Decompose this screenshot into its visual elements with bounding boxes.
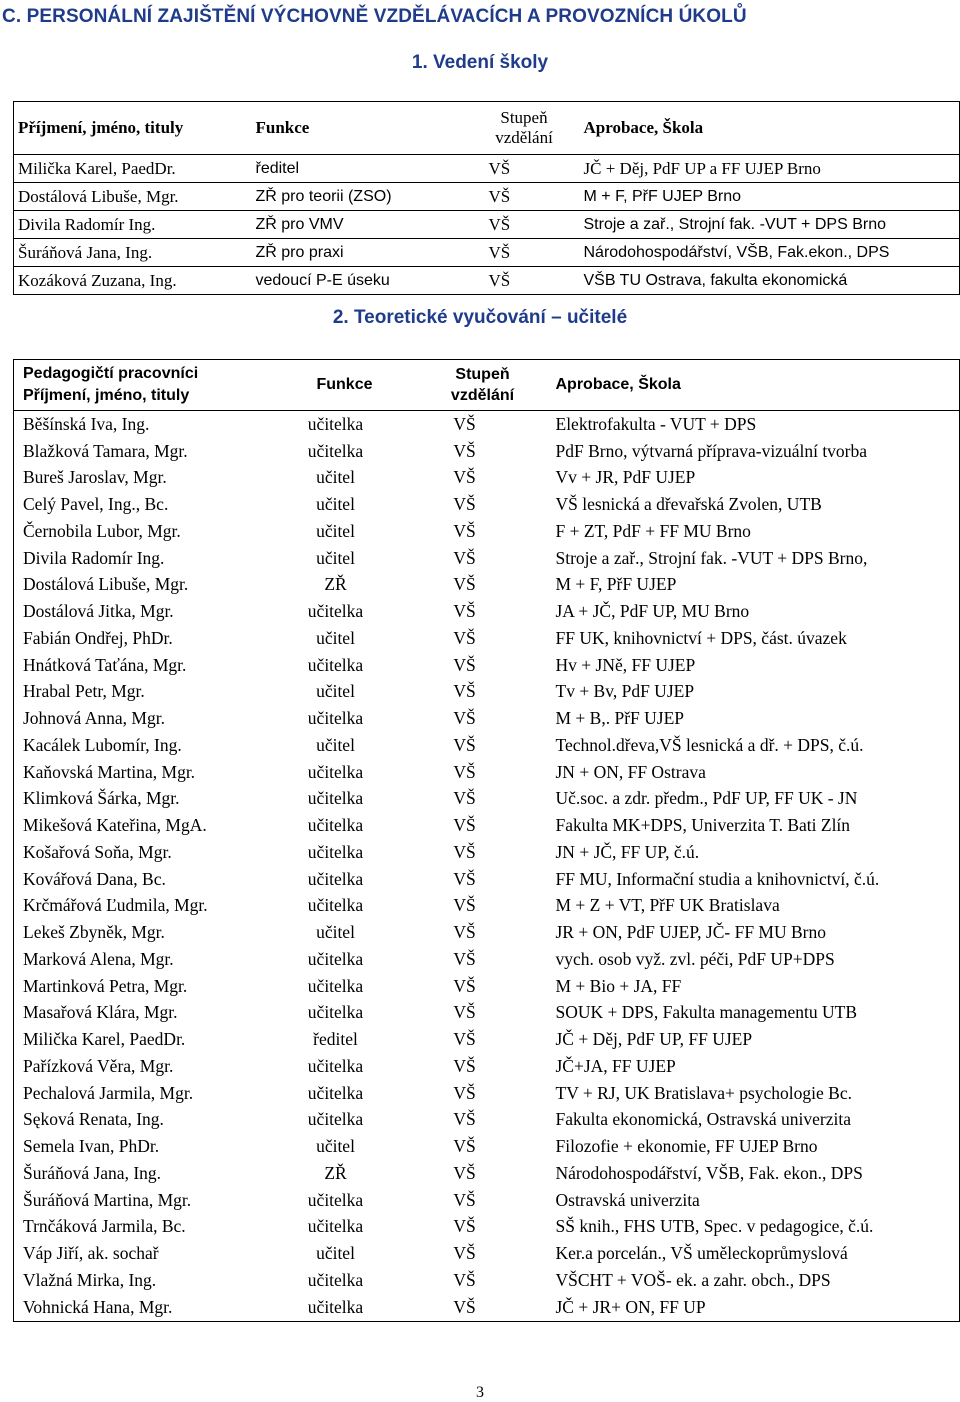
cell-function: učitelka xyxy=(307,841,364,862)
table-row xyxy=(14,411,960,438)
cell-education: VŠ xyxy=(453,601,476,622)
table-row xyxy=(14,705,960,732)
cell-name: Kovářová Dana, Bc. xyxy=(23,868,166,889)
cell-name: Dostálová Jitka, Mgr. xyxy=(23,601,174,622)
cell-function: učitelka xyxy=(307,413,364,434)
table-row xyxy=(14,1267,960,1294)
cell-function: učitelka xyxy=(307,654,364,675)
cell-name: Lekeš Zbyněk, Mgr. xyxy=(23,922,165,943)
table-row xyxy=(14,732,960,759)
table-row xyxy=(14,759,960,786)
cell-education: VŠ xyxy=(453,547,476,568)
cell-function: učitelka xyxy=(307,1189,364,1210)
cell-function: učitel xyxy=(316,681,355,702)
table-row xyxy=(14,183,960,211)
cell-qualification: Filozofie + ekonomie, FF UJEP Brno xyxy=(555,1136,818,1157)
cell-name: Fabián Ondřej, PhDr. xyxy=(23,627,173,648)
cell-education: VŠ xyxy=(453,815,476,836)
table-row xyxy=(14,1053,960,1080)
cell-function: učitelka xyxy=(307,1269,364,1290)
cell-education: VŠ xyxy=(453,494,476,515)
table-row xyxy=(14,518,960,545)
header-education xyxy=(418,360,548,411)
cell-qualification: Hv + JNě, FF UJEP xyxy=(555,654,696,675)
cell-name: Vlažná Mirka, Ing. xyxy=(23,1269,157,1290)
cell-qualification: JČ + Děj, PdF UP, FF UJEP xyxy=(555,1029,753,1050)
cell-education: VŠ xyxy=(453,654,476,675)
cell-function: ZŘ xyxy=(324,1162,347,1183)
cell-name: Masařová Klára, Mgr. xyxy=(23,1002,178,1023)
cell-function: učitelka xyxy=(307,868,364,889)
cell-qualification: Stroje a zař., Strojní fak. -VUT + DPS Brno xyxy=(580,211,960,239)
cell-name: Klimková Šárka, Mgr. xyxy=(23,788,180,809)
cell-name: Šuráňová Jana, Ing. xyxy=(14,239,252,267)
cell-function: učitelka xyxy=(307,761,364,782)
cell-name: Semela Ivan, PhDr. xyxy=(23,1136,160,1157)
cell-function: učitelka xyxy=(307,708,364,729)
table-row xyxy=(14,1026,960,1053)
cell-education: VŠ xyxy=(453,440,476,461)
cell-name: Krčmářová Ľudmila, Mgr. xyxy=(23,895,208,916)
cell-qualification: VŠCHT + VOŠ- ek. a zahr. obch., DPS xyxy=(555,1269,831,1290)
table-row xyxy=(14,625,960,652)
header-qualification: Aprobace, Škola xyxy=(583,118,704,137)
cell-name: Bureš Jaroslav, Mgr. xyxy=(23,467,167,488)
cell-function: učitelka xyxy=(307,1055,364,1076)
cell-qualification: Ostravská univerzita xyxy=(555,1189,700,1210)
cell-function: učitelka xyxy=(307,440,364,461)
cell-qualification: FF UK, knihovnictví + DPS, část. úvazek xyxy=(555,627,847,648)
table-row xyxy=(14,839,960,866)
cell-education: VŠ xyxy=(453,1055,476,1076)
cell-education: VŠ xyxy=(453,1162,476,1183)
table-row xyxy=(14,679,960,706)
header-education-line1: Stupeň xyxy=(500,108,548,127)
cell-education: VŠ xyxy=(453,413,476,434)
cell-function: vedoucí P-E úseku xyxy=(252,267,469,295)
cell-education: VŠ xyxy=(469,155,580,183)
cell-function: učitelka xyxy=(307,1109,364,1130)
cell-education: VŠ xyxy=(453,1136,476,1157)
cell-education: VŠ xyxy=(453,734,476,755)
cell-qualification: Národohospodářství, VŠB, Fak.ekon., DPS xyxy=(580,239,960,267)
table-row xyxy=(14,1187,960,1214)
header-staff-line1: Pedagogičtí pracovníci xyxy=(23,365,199,382)
table-row xyxy=(14,1294,960,1321)
cell-education: VŠ xyxy=(453,708,476,729)
table-row xyxy=(14,893,960,920)
cell-name: Marková Alena, Mgr. xyxy=(23,948,174,969)
cell-name: Johnová Anna, Mgr. xyxy=(23,708,165,729)
cell-qualification: Fakulta MK+DPS, Univerzita T. Bati Zlín xyxy=(555,815,851,836)
cell-name: Šuráňová Jana, Ing. xyxy=(23,1162,162,1183)
cell-function: učitelka xyxy=(307,975,364,996)
cell-function: učitel xyxy=(316,1136,355,1157)
cell-qualification: Fakulta ekonomická, Ostravská univerzita xyxy=(555,1109,851,1130)
header-education-line2: vzdělání xyxy=(450,387,515,404)
cell-education: VŠ xyxy=(469,239,580,267)
cell-function: učitel xyxy=(316,922,355,943)
cell-qualification: M + F, PřF UJEP Brno xyxy=(580,183,960,211)
cell-name: Dostálová Libuše, Mgr. xyxy=(23,574,189,595)
cell-name: Hrabal Petr, Mgr. xyxy=(23,681,145,702)
cell-name: Milička Karel, PaedDr. xyxy=(14,155,252,183)
table-row xyxy=(14,946,960,973)
cell-education: VŠ xyxy=(453,1296,476,1317)
cell-function: ZŘ xyxy=(324,574,347,595)
cell-qualification: SOUK + DPS, Fakulta managementu UTB xyxy=(555,1002,858,1023)
cell-qualification: JN + ON, FF Ostrava xyxy=(555,761,706,782)
cell-qualification: Vv + JR, PdF UJEP xyxy=(555,467,696,488)
cell-function: učitelka xyxy=(307,788,364,809)
header-staff xyxy=(14,360,276,411)
header-qualification: Aprobace, Škola xyxy=(548,360,960,411)
cell-education: VŠ xyxy=(453,681,476,702)
cell-name: Váp Jiří, ak. sochař xyxy=(23,1243,159,1264)
cell-function: učitelka xyxy=(307,1296,364,1317)
cell-education: VŠ xyxy=(453,1189,476,1210)
cell-qualification: Uč.soc. a zdr. předm., PdF UP, FF UK - JN xyxy=(555,788,858,809)
cell-name: Milička Karel, PaedDr. xyxy=(23,1029,186,1050)
table-row xyxy=(14,1240,960,1267)
cell-name: Mikešová Kateřina, MgA. xyxy=(23,815,207,836)
cell-name: Kaňovská Martina, Mgr. xyxy=(23,761,196,782)
cell-name: Dostálová Libuše, Mgr. xyxy=(14,183,252,211)
table-row xyxy=(14,866,960,893)
cell-name: Sęková Renata, Ing. xyxy=(23,1109,164,1130)
cell-qualification: JČ+JA, FF UJEP xyxy=(555,1055,676,1076)
cell-function: učitel xyxy=(316,547,355,568)
cell-function: ředitel xyxy=(252,155,469,183)
table-row xyxy=(14,812,960,839)
cell-education: VŠ xyxy=(453,975,476,996)
cell-name: Celý Pavel, Ing., Bc. xyxy=(23,494,169,515)
header-function: Funkce xyxy=(255,118,310,137)
cell-qualification: M + F, PřF UJEP xyxy=(555,574,677,595)
cell-name: Běšínská Iva, Ing. xyxy=(23,413,150,434)
table-row xyxy=(14,1214,960,1241)
cell-education: VŠ xyxy=(469,267,580,295)
cell-qualification: TV + RJ, UK Bratislava+ psychologie Bc. xyxy=(555,1082,852,1103)
cell-qualification: Stroje a zař., Strojní fak. -VUT + DPS Brno, xyxy=(555,547,868,568)
cell-qualification: PdF Brno, výtvarná příprava-vizuální tvorba xyxy=(555,440,868,461)
table-row xyxy=(14,652,960,679)
cell-qualification: Národohospodářství, VŠB, Fak. ekon., DPS xyxy=(555,1162,863,1183)
cell-education: VŠ xyxy=(453,574,476,595)
cell-function: učitel xyxy=(316,627,355,648)
cell-qualification: Tv + Bv, PdF UJEP xyxy=(555,681,695,702)
table-row xyxy=(14,1080,960,1107)
cell-education: VŠ xyxy=(453,520,476,541)
table-row xyxy=(14,155,960,183)
cell-function: učitelka xyxy=(307,1002,364,1023)
cell-name: Martinková Petra, Mgr. xyxy=(23,975,188,996)
cell-qualification: FF MU, Informační studia a knihovnictví, č.ú. xyxy=(555,868,880,889)
cell-function: učitelka xyxy=(307,1216,364,1237)
cell-education: VŠ xyxy=(469,211,580,239)
cell-education: VŠ xyxy=(453,948,476,969)
cell-qualification: Technol.dřeva,VŠ lesnická a dř. + DPS, č.ú. xyxy=(555,734,864,755)
header-function: Funkce xyxy=(276,360,418,411)
table-header-row xyxy=(14,102,960,155)
cell-qualification: JN + JČ, FF UP, č.ú. xyxy=(555,841,700,862)
cell-education: VŠ xyxy=(453,627,476,648)
cell-qualification: SŠ knih., FHS UTB, Spec. v pedagogice, č.ú. xyxy=(555,1216,874,1237)
cell-qualification: M + Bio + JA, FF xyxy=(555,975,682,996)
cell-name: Kozáková Zuzana, Ing. xyxy=(14,267,252,295)
cell-qualification: Ker.a porcelán., VŠ uměleckoprůmyslová xyxy=(555,1243,848,1264)
cell-qualification: VŠ lesnická a dřevařská Zvolen, UTB xyxy=(555,494,822,515)
cell-function: učitel xyxy=(316,1243,355,1264)
teachers-table xyxy=(13,359,960,1322)
table-row xyxy=(14,211,960,239)
cell-education: VŠ xyxy=(453,868,476,889)
cell-name: Blažková Tamara, Mgr. xyxy=(23,440,188,461)
cell-function: učitel xyxy=(316,520,355,541)
cell-name: Košařová Soňa, Mgr. xyxy=(23,841,172,862)
cell-function: učitelka xyxy=(307,895,364,916)
cell-name: Černobila Lubor, Mgr. xyxy=(23,520,181,541)
cell-education: VŠ xyxy=(469,183,580,211)
table-row xyxy=(14,438,960,465)
cell-function: ZŘ pro praxi xyxy=(252,239,469,267)
cell-qualification: JČ + JR+ ON, FF UP xyxy=(555,1296,706,1317)
table-row xyxy=(14,598,960,625)
table-row xyxy=(14,545,960,572)
cell-education: VŠ xyxy=(453,1216,476,1237)
table-row xyxy=(14,1000,960,1027)
cell-name: Hnátková Taťána, Mgr. xyxy=(23,654,187,675)
cell-qualification: JČ + Děj, PdF UP a FF UJEP Brno xyxy=(580,155,960,183)
cell-function: ZŘ pro VMV xyxy=(252,211,469,239)
cell-education: VŠ xyxy=(453,467,476,488)
cell-qualification: JA + JČ, PdF UP, MU Brno xyxy=(555,601,750,622)
header-education-line1: Stupeň xyxy=(455,366,510,383)
cell-education: VŠ xyxy=(453,841,476,862)
table-row xyxy=(14,239,960,267)
cell-qualification: VŠB TU Ostrava, fakulta ekonomická xyxy=(580,267,960,295)
cell-function: učitel xyxy=(316,734,355,755)
header-education xyxy=(469,102,580,155)
cell-name: Pařízková Věra, Mgr. xyxy=(23,1055,174,1076)
cell-education: VŠ xyxy=(453,1269,476,1290)
cell-function: učitelka xyxy=(307,1082,364,1103)
management-table xyxy=(13,101,960,295)
cell-name: Divila Radomír Ing. xyxy=(23,547,165,568)
cell-function: učitel xyxy=(316,467,355,488)
table-row xyxy=(14,1107,960,1134)
cell-function: učitelka xyxy=(307,815,364,836)
cell-name: Pechalová Jarmila, Mgr. xyxy=(23,1082,194,1103)
cell-qualification: M + Z + VT, PřF UK Bratislava xyxy=(555,895,780,916)
table-row xyxy=(14,572,960,599)
page-heading: C. PERSONÁLNÍ ZAJIŠTĚNÍ VÝCHOVNĚ VZDĚLÁVACÍCH A PROVOZNÍCH ÚKOLŮ xyxy=(2,6,747,27)
header-name: Příjmení, jméno, tituly xyxy=(18,118,184,137)
table-row xyxy=(14,1133,960,1160)
table-row xyxy=(14,786,960,813)
cell-qualification: vych. osob vyž. zvl. péči, PdF UP+DPS xyxy=(555,948,835,969)
cell-qualification: F + ZT, PdF + FF MU Brno xyxy=(555,520,751,541)
table-row xyxy=(14,973,960,1000)
cell-function: učitelka xyxy=(307,948,364,969)
cell-education: VŠ xyxy=(453,1029,476,1050)
cell-education: VŠ xyxy=(453,761,476,782)
table-header-row xyxy=(14,360,960,411)
cell-name: Šuráňová Martina, Mgr. xyxy=(23,1189,192,1210)
header-staff-line2: Příjmení, jméno, tituly xyxy=(23,387,190,404)
section-title-vedeni-skoly: 1. Vedení školy xyxy=(411,52,549,73)
cell-education: VŠ xyxy=(453,895,476,916)
cell-education: VŠ xyxy=(453,1243,476,1264)
cell-name: Vohnická Hana, Mgr. xyxy=(23,1296,173,1317)
cell-education: VŠ xyxy=(453,922,476,943)
cell-education: VŠ xyxy=(453,1082,476,1103)
cell-education: VŠ xyxy=(453,1109,476,1130)
cell-education: VŠ xyxy=(453,1002,476,1023)
section-title-teoreticke-vyucovani: 2. Teoretické vyučování – učitelé xyxy=(332,307,628,328)
cell-name: Divila Radomír Ing. xyxy=(14,211,252,239)
cell-function: ředitel xyxy=(313,1029,358,1050)
table-row xyxy=(14,491,960,518)
table-row xyxy=(14,267,960,295)
cell-name: Trnčáková Jarmila, Bc. xyxy=(23,1216,186,1237)
cell-function: ZŘ pro teorii (ZSO) xyxy=(252,183,469,211)
cell-function: učitel xyxy=(316,494,355,515)
cell-name: Kacálek Lubomír, Ing. xyxy=(23,734,182,755)
header-education-line2: vzdělání xyxy=(495,128,553,147)
table-row xyxy=(14,1160,960,1187)
page-number: 3 xyxy=(476,1384,484,1401)
table-row xyxy=(14,465,960,492)
cell-function: učitelka xyxy=(307,601,364,622)
cell-qualification: JR + ON, PdF UJEP, JČ- FF MU Brno xyxy=(555,922,826,943)
table-row xyxy=(14,919,960,946)
cell-qualification: Elektrofakulta - VUT + DPS xyxy=(555,413,757,434)
cell-qualification: M + B,. PřF UJEP xyxy=(555,708,685,729)
cell-education: VŠ xyxy=(453,788,476,809)
